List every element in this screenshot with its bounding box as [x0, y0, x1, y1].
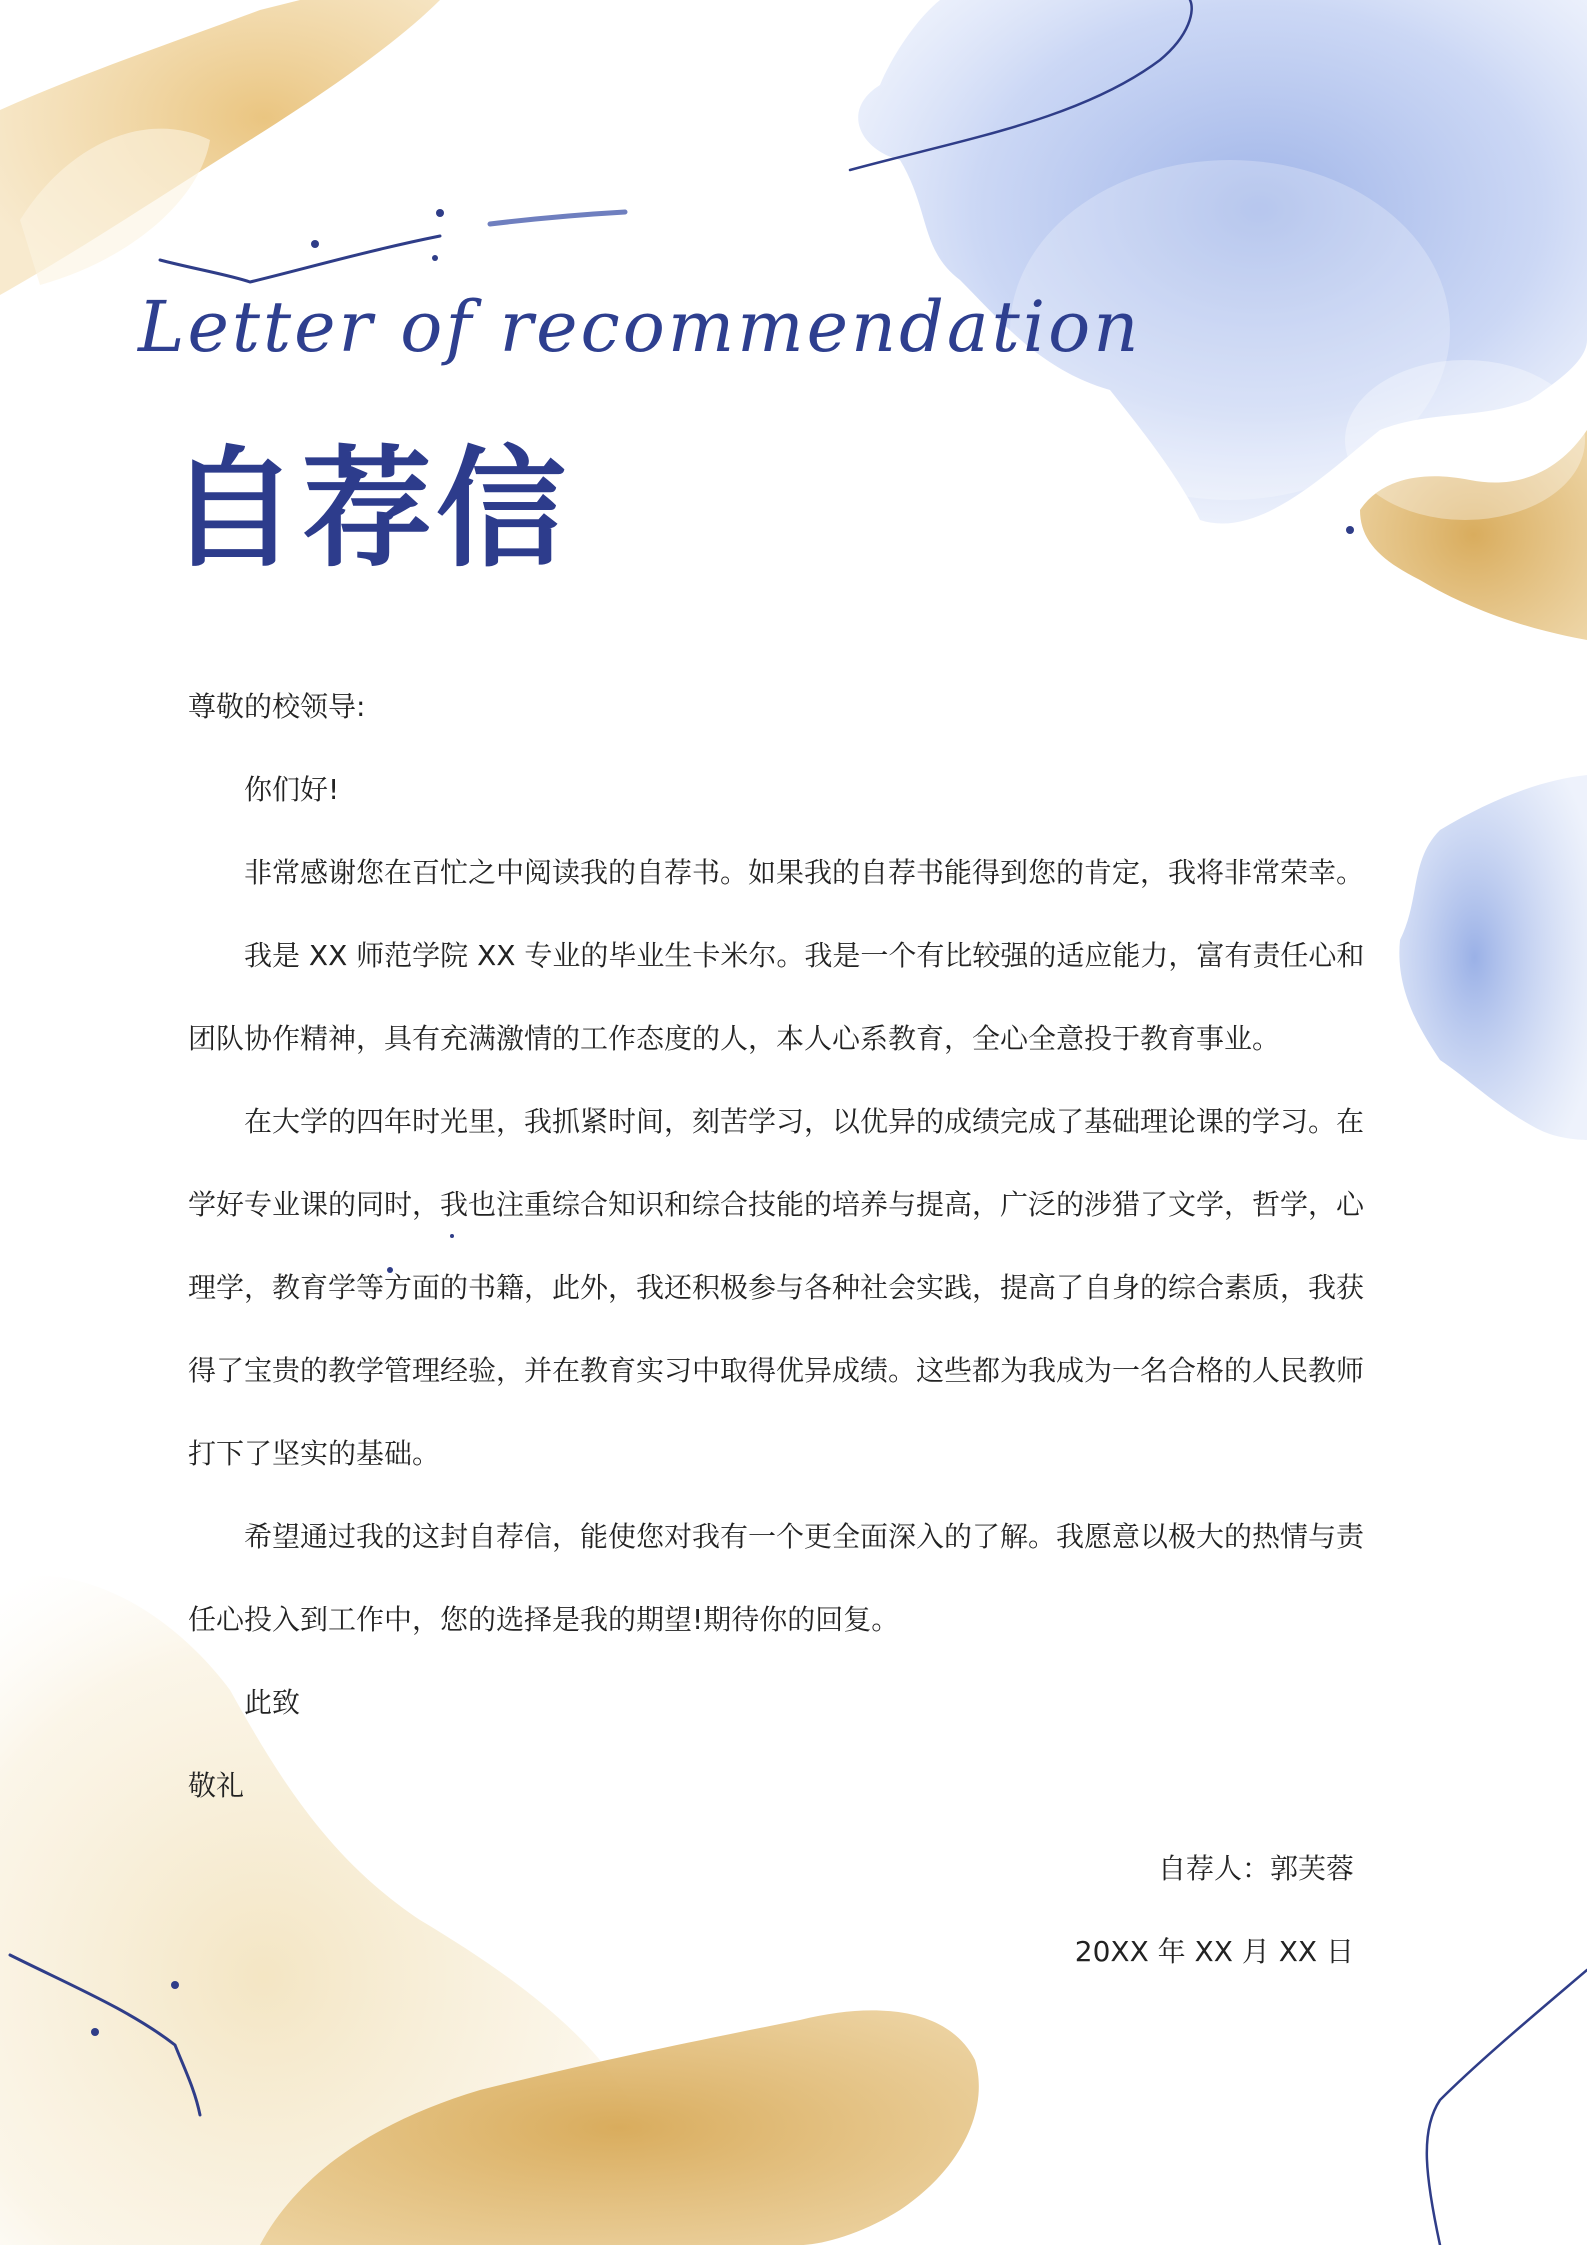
title-english: Letter of recommendation	[138, 286, 1142, 368]
signature: 自荐人：郭芙蓉	[1157, 1852, 1354, 1885]
paragraph-3-line-5: 打下了坚实的基础。	[188, 1437, 441, 1470]
paragraph-2-line-2: 团队协作精神，具有充满激情的工作态度的人，本人心系教育，全心全意投于教育事业。	[188, 1022, 1281, 1055]
salutation: 尊敬的校领导:	[188, 690, 366, 723]
paragraph-1: 非常感谢您在百忙之中阅读我的自荐书。如果我的自荐书能得到您的肯定，我将非常荣幸。	[244, 856, 1365, 889]
closing-line-2: 敬礼	[188, 1769, 245, 1802]
paragraph-3-line-2: 学好专业课的同时，我也注重综合知识和综合技能的培养与提高，广泛的涉猎了文学，哲学，心	[188, 1188, 1365, 1221]
paragraph-4-line-1: 希望通过我的这封自荐信，能使您对我有一个更全面深入的了解。我愿意以极大的热情与责	[244, 1520, 1365, 1553]
navy-stroke-bottom-right	[1427, 1970, 1587, 2245]
paragraph-3-line-3: 理学，教育学等方面的书籍，此外，我还积极参与各种社会实践，提高了自身的综合素质，我获	[188, 1271, 1365, 1304]
closing-line-1: 此致	[244, 1686, 301, 1719]
title-chinese: 自荐信	[168, 432, 571, 585]
greeting: 你们好!	[244, 773, 340, 806]
date: 20XX 年 XX 月 XX 日	[1074, 1935, 1354, 1968]
paragraph-4-line-2: 任心投入到工作中，您的选择是我的期望!期待你的回复。	[188, 1603, 900, 1636]
blue-watercolor-right	[1399, 775, 1587, 1140]
paragraph-3-line-4: 得了宝贵的教学管理经验，并在教育实习中取得优异成绩。这些都为我成为一名合格的人民教师	[188, 1354, 1365, 1387]
paragraph-3-line-1: 在大学的四年时光里，我抓紧时间，刻苦学习，以优异的成绩完成了基础理论课的学习。在	[244, 1105, 1365, 1138]
navy-stroke-top	[160, 236, 440, 282]
paragraph-2-line-1: 我是 XX 师范学院 XX 专业的毕业生卡米尔。我是一个有比较强的适应能力，富有责任心和	[244, 939, 1365, 972]
